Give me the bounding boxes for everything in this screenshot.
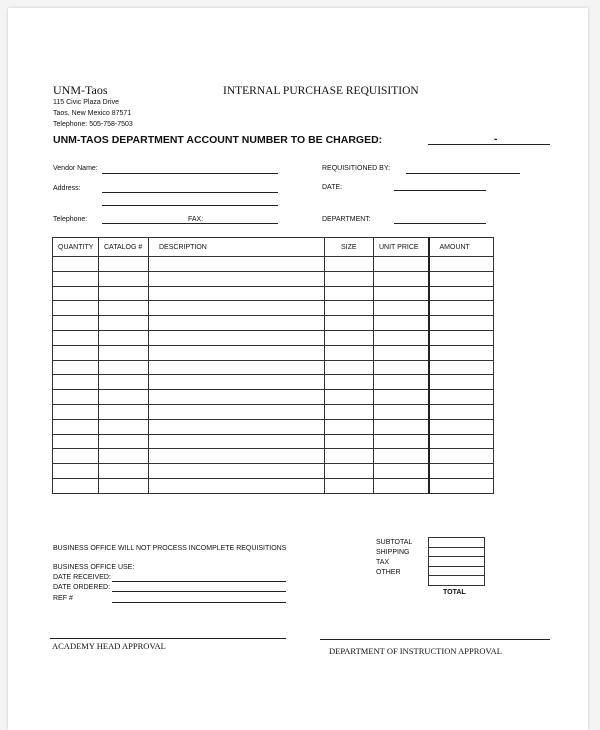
table-cell[interactable] <box>149 419 325 434</box>
table-cell[interactable] <box>374 330 429 345</box>
address-field-line1[interactable] <box>102 192 278 193</box>
table-cell[interactable] <box>429 390 494 405</box>
table-cell[interactable] <box>325 419 374 434</box>
col-description-header: DESCRIPTION <box>149 238 325 257</box>
col-unit-price-header: UNIT PRICE <box>374 238 429 257</box>
other-label: OTHER <box>376 569 401 577</box>
table-cell[interactable] <box>429 316 494 331</box>
table-row <box>53 330 494 345</box>
academy-head-signature-line[interactable] <box>50 638 286 639</box>
table-cell[interactable] <box>53 434 99 449</box>
account-number-dash: - <box>494 134 498 145</box>
ref-label: REF # <box>53 595 73 602</box>
total-cell[interactable] <box>429 576 485 586</box>
table-cell[interactable] <box>99 404 149 419</box>
table-cell[interactable] <box>53 449 99 464</box>
table-cell[interactable] <box>53 286 99 301</box>
table-row <box>53 478 494 493</box>
table-cell[interactable] <box>325 316 374 331</box>
items-table-header <box>53 238 494 257</box>
table-cell[interactable] <box>53 360 99 375</box>
table-cell[interactable] <box>99 301 149 316</box>
table-cell[interactable] <box>325 404 374 419</box>
col-size-header: SIZE <box>325 238 374 257</box>
table-cell[interactable] <box>374 419 429 434</box>
telephone-field[interactable] <box>102 223 278 224</box>
date-label: DATE: <box>322 184 343 191</box>
table-cell[interactable] <box>374 345 429 360</box>
date-received-field[interactable] <box>112 581 286 582</box>
table-cell[interactable] <box>149 345 325 360</box>
requisitioned-by-label: REQUISITIONED BY: <box>322 165 391 172</box>
table-row <box>53 449 494 464</box>
table-cell[interactable] <box>374 316 429 331</box>
table-cell[interactable] <box>53 375 99 390</box>
table-cell[interactable] <box>325 375 374 390</box>
subtotal-label: SUBTOTAL <box>376 539 413 546</box>
tax-cell[interactable] <box>429 557 485 567</box>
table-row <box>53 434 494 449</box>
table-cell[interactable] <box>374 257 429 272</box>
table-cell[interactable] <box>325 301 374 316</box>
table-cell[interactable] <box>374 434 429 449</box>
org-telephone: Telephone: 505-758-7503 <box>53 121 133 128</box>
table-row <box>53 390 494 405</box>
table-cell[interactable] <box>99 360 149 375</box>
table-cell[interactable] <box>99 449 149 464</box>
account-number-field[interactable] <box>428 144 550 145</box>
dept-instruction-signature-line[interactable] <box>320 639 550 640</box>
totals-table <box>428 537 485 586</box>
table-cell[interactable] <box>429 360 494 375</box>
table-cell[interactable] <box>149 434 325 449</box>
table-cell[interactable] <box>53 464 99 479</box>
table-cell[interactable] <box>325 360 374 375</box>
table-cell[interactable] <box>374 464 429 479</box>
other-cell[interactable] <box>429 566 485 576</box>
address-label: Address: <box>53 185 81 192</box>
telephone-label: Telephone: <box>53 216 88 223</box>
table-cell[interactable] <box>325 330 374 345</box>
table-row <box>53 286 494 301</box>
table-cell[interactable] <box>99 257 149 272</box>
table-cell[interactable] <box>149 301 325 316</box>
table-cell[interactable] <box>429 330 494 345</box>
table-cell[interactable] <box>374 360 429 375</box>
table-cell[interactable] <box>149 478 325 493</box>
items-table <box>52 237 494 494</box>
table-cell[interactable] <box>99 286 149 301</box>
table-cell[interactable] <box>53 271 99 286</box>
table-cell[interactable] <box>149 404 325 419</box>
table-cell[interactable] <box>429 286 494 301</box>
date-received-label: DATE RECEIVED: <box>53 574 111 581</box>
table-cell[interactable] <box>429 449 494 464</box>
table-cell[interactable] <box>429 434 494 449</box>
table-cell[interactable] <box>325 390 374 405</box>
table-cell[interactable] <box>374 286 429 301</box>
table-cell[interactable] <box>149 257 325 272</box>
table-row <box>53 419 494 434</box>
table-cell[interactable] <box>99 316 149 331</box>
table-cell[interactable] <box>374 449 429 464</box>
table-cell[interactable] <box>53 419 99 434</box>
table-cell[interactable] <box>374 478 429 493</box>
table-cell[interactable] <box>429 419 494 434</box>
table-row <box>53 404 494 419</box>
table-cell[interactable] <box>149 360 325 375</box>
table-row <box>53 316 494 331</box>
tax-label: TAX <box>376 559 390 567</box>
table-cell[interactable] <box>429 345 494 360</box>
org-address-line2: Taos, New Mexico 87571 <box>53 110 132 117</box>
table-cell[interactable] <box>374 301 429 316</box>
table-cell[interactable] <box>374 271 429 286</box>
table-cell[interactable] <box>53 478 99 493</box>
table-cell[interactable] <box>429 404 494 419</box>
table-cell[interactable] <box>149 330 325 345</box>
table-cell[interactable] <box>374 390 429 405</box>
shipping-cell[interactable] <box>429 547 485 557</box>
table-cell[interactable] <box>149 286 325 301</box>
table-cell[interactable] <box>325 478 374 493</box>
table-cell[interactable] <box>374 375 429 390</box>
table-row <box>53 257 494 272</box>
table-row <box>53 375 494 390</box>
table-cell[interactable] <box>325 271 374 286</box>
dept-instruction-approval-label: DEPARTMENT OF INSTRUCTION APPROVAL <box>329 646 502 656</box>
table-cell[interactable] <box>53 316 99 331</box>
table-cell[interactable] <box>429 257 494 272</box>
table-cell[interactable] <box>429 375 494 390</box>
table-cell[interactable] <box>325 434 374 449</box>
department-label: DEPARTMENT: <box>322 216 371 223</box>
table-cell[interactable] <box>99 390 149 405</box>
table-cell[interactable] <box>429 301 494 316</box>
table-cell[interactable] <box>149 449 325 464</box>
requisition-form-page <box>8 8 588 730</box>
department-field[interactable] <box>394 223 486 224</box>
table-cell[interactable] <box>99 375 149 390</box>
table-cell[interactable] <box>99 464 149 479</box>
date-ordered-label: DATE ORDERED: <box>53 584 111 591</box>
totals-labels <box>376 538 412 578</box>
table-cell[interactable] <box>325 464 374 479</box>
table-cell[interactable] <box>429 271 494 286</box>
table-cell[interactable] <box>53 257 99 272</box>
table-row <box>53 345 494 360</box>
table-cell[interactable] <box>99 478 149 493</box>
office-use-label: BUSINESS OFFICE USE: <box>53 564 135 571</box>
table-cell[interactable] <box>53 390 99 405</box>
table-cell[interactable] <box>149 375 325 390</box>
table-cell[interactable] <box>99 434 149 449</box>
table-cell[interactable] <box>325 286 374 301</box>
incomplete-notice: BUSINESS OFFICE WILL NOT PROCESS INCOMPLETE REQUISITIONS <box>53 545 287 552</box>
academy-head-approval-label: ACADEMY HEAD APPROVAL <box>52 641 166 651</box>
table-cell[interactable] <box>99 330 149 345</box>
table-row <box>53 360 494 375</box>
date-ordered-field[interactable] <box>112 591 286 592</box>
ref-field[interactable] <box>112 602 286 603</box>
subtotal-cell[interactable] <box>429 538 485 548</box>
table-cell[interactable] <box>99 271 149 286</box>
table-cell[interactable] <box>53 301 99 316</box>
table-cell[interactable] <box>149 464 325 479</box>
table-row <box>53 271 494 286</box>
table-row <box>53 464 494 479</box>
table-cell[interactable] <box>149 316 325 331</box>
table-cell[interactable] <box>99 345 149 360</box>
requisitioned-by-field[interactable] <box>406 173 520 174</box>
table-cell[interactable] <box>53 345 99 360</box>
account-number-label: UNM-TAOS DEPARTMENT ACCOUNT NUMBER TO BE CHARGED: <box>53 134 383 146</box>
table-cell[interactable] <box>325 345 374 360</box>
table-cell[interactable] <box>149 271 325 286</box>
total-label: TOTAL <box>443 589 466 596</box>
table-cell[interactable] <box>53 330 99 345</box>
col-quantity-header: QUANTITY <box>53 238 99 257</box>
fax-label: FAX: <box>188 216 204 223</box>
table-cell[interactable] <box>325 257 374 272</box>
table-cell[interactable] <box>99 419 149 434</box>
col-amount-header: AMOUNT <box>429 238 494 257</box>
table-cell[interactable] <box>149 390 325 405</box>
col-catalog-header: CATALOG # <box>99 238 149 257</box>
shipping-label: SHIPPING <box>376 549 410 557</box>
table-cell[interactable] <box>429 478 494 493</box>
address-field-line2[interactable] <box>102 205 278 206</box>
table-cell[interactable] <box>325 449 374 464</box>
vendor-name-label: Vendor Name: <box>53 165 98 172</box>
table-cell[interactable] <box>53 404 99 419</box>
org-address-line1: 115 Civic Plaza Drive <box>53 99 120 106</box>
table-cell[interactable] <box>429 464 494 479</box>
form-title: INTERNAL PURCHASE REQUISITION <box>223 85 419 97</box>
date-field[interactable] <box>394 190 486 191</box>
org-name: UNM-Taos <box>53 83 108 97</box>
vendor-name-field[interactable] <box>102 173 278 174</box>
table-row <box>53 301 494 316</box>
table-cell[interactable] <box>374 404 429 419</box>
